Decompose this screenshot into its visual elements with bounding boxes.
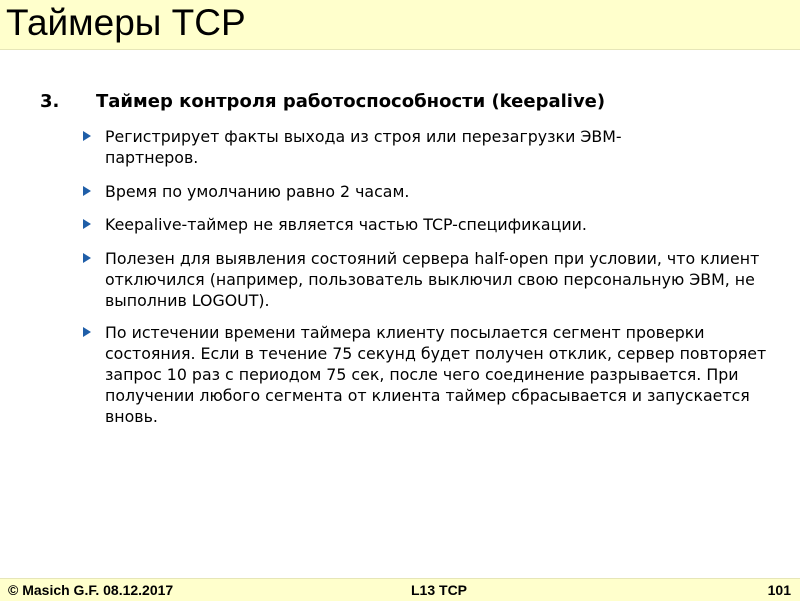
triangle-bullet-icon <box>83 253 91 263</box>
triangle-bullet-icon <box>83 131 91 141</box>
slide-title: Таймеры TCP <box>6 2 246 43</box>
triangle-bullet-icon <box>83 219 91 229</box>
bullet-text: По истечении времени таймера клиенту посылается сегмент проверки состояния. Если в течение 75 секунд будет получен отклик, сервер повторяет запрос 10 раз с периодом 75 сек, после чего соединение разрывается. При получении любого сегмента от клиента таймер сбрасывается и запускается вновь. <box>105 323 767 426</box>
bullet-text: Время по умолчанию равно 2 часам. <box>105 182 410 201</box>
footer-lecture: L13 TCP <box>411 582 468 598</box>
bullet-text: Регистрирует факты выхода из строя или перезагрузки ЭВМ-партнеров. <box>105 127 622 167</box>
bullet-text: Keepalive-таймер не является частью TCP-спецификации. <box>105 215 587 234</box>
heading-number: 3. <box>40 91 60 112</box>
title-bar <box>0 0 800 50</box>
footer-copyright: © Masich G.F. 08.12.2017 <box>8 582 174 598</box>
heading-text: Таймер контроля работоспособности (keepalive) <box>96 91 606 112</box>
triangle-bullet-icon <box>83 186 91 196</box>
bullet-text: Полезен для выявления состояний сервера half-open при условии, что клиент отключился (например, пользователь выключил свою персональную ЭВМ, не выполнив LOGOUT). <box>105 249 760 310</box>
footer-page-number: 101 <box>767 582 791 598</box>
footer <box>0 578 800 601</box>
triangle-bullet-icon <box>83 327 91 337</box>
